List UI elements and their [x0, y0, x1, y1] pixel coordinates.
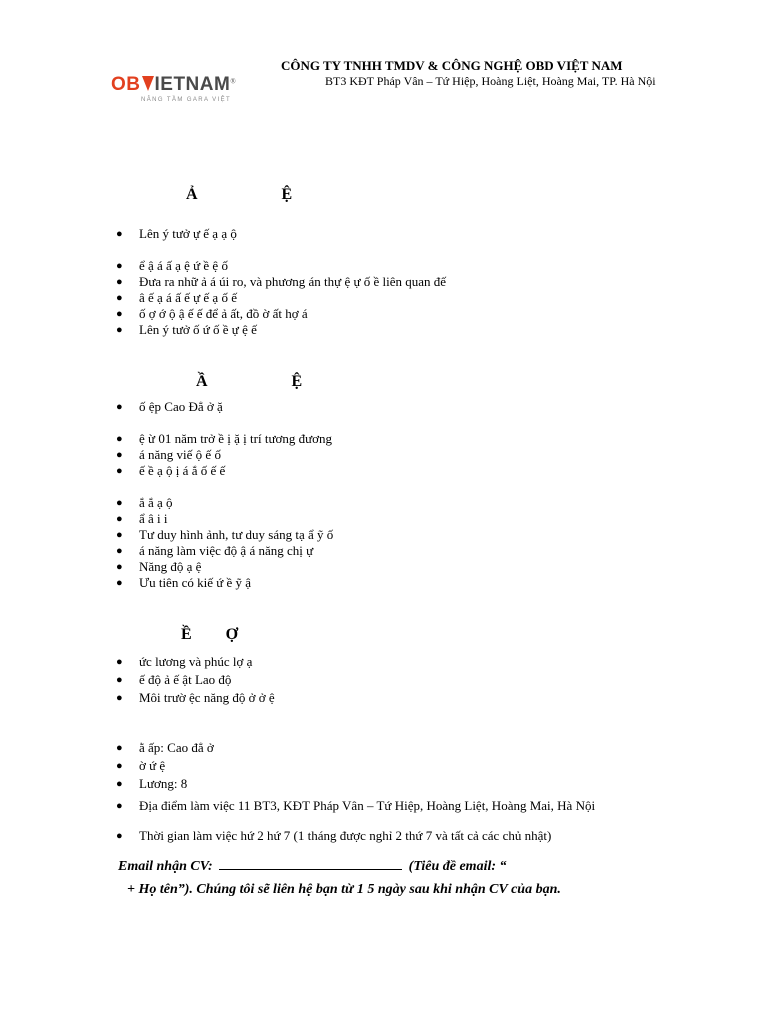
list-item: ● ố ợ ớ ộ ậ ế ế để ả ất, đồ ờ ất hợ á [116, 306, 308, 321]
email-instruction-line1 [118, 857, 507, 875]
bullet-icon: ● [116, 228, 123, 240]
bullet-icon: ● [116, 324, 123, 336]
list-item: ● ể ậ á ấ ạ ệ ứ ề ệ ố [116, 258, 228, 273]
logo-v-mark [142, 76, 154, 91]
bullet-icon: ● [116, 674, 123, 686]
logo-tagline: NÂNG TẦM GARA VIỆT [141, 97, 232, 103]
section-heading-benefits: Ề Ợ [181, 626, 239, 643]
list-item: ● ờ ứ ệ [116, 758, 166, 773]
list-item: ● ố ệp Cao Đẳ ở ặ [116, 399, 223, 414]
email-subject-note: (Tiêu đề email: “ [408, 859, 507, 874]
list-item: ● Tư duy hình ảnh, tư duy sáng tạ ẩ ỹ ố [116, 527, 334, 542]
section-heading-requirements: Ầ Ệ [196, 373, 303, 390]
bullet-icon: ● [116, 433, 123, 445]
list-item: ● Ưu tiên có kiế ứ ề ỹ ậ [116, 575, 252, 590]
bullet-icon: ● [116, 692, 123, 704]
list-item: ● ế ề ạ ộ ị á ắ ố ế ế [116, 463, 226, 478]
bullet-icon: ● [116, 656, 123, 668]
list-job-info [116, 740, 716, 844]
bullet-icon: ● [116, 276, 123, 288]
bullet-icon: ● [116, 778, 123, 790]
bullet-icon: ● [116, 497, 123, 509]
list-item: ● Lương: 8 [116, 776, 188, 791]
list-item: ● ằ ấp: Cao đẳ ở [116, 740, 214, 755]
bullet-icon: ● [116, 513, 123, 525]
email-label: Email nhận CV: [118, 859, 213, 874]
bullet-icon: ● [116, 529, 123, 541]
logo-text-gray: IETNAM [154, 74, 231, 95]
list-item: ● Môi trườ ệc năng độ ở ở ệ [116, 690, 275, 705]
logo-text-red: OB [111, 74, 141, 95]
bullet-icon: ● [116, 800, 123, 812]
list-item: ● Lên ý tưở ự ế ạ ạ ộ [116, 226, 237, 241]
company-address: BT3 KĐT Pháp Vân – Tứ Hiệp, Hoàng Liệt, Hoàng Mai, TP. Hà Nội [325, 74, 656, 88]
bullet-icon: ● [116, 308, 123, 320]
list-item: ● â ế ạ á ấ ế ự ế ạ ố ế [116, 290, 237, 305]
logo-registered-mark: ® [230, 77, 236, 86]
list-item: ● ẩ â i i [116, 511, 168, 526]
bullet-icon: ● [116, 577, 123, 589]
list-benefits [116, 654, 716, 706]
list-description [116, 226, 716, 338]
list-item: ● Lên ý tưở ố ứ ố ề ự ệ ế [116, 322, 257, 337]
list-requirements [116, 399, 716, 591]
list-item: ● Năng độ ạ ệ [116, 559, 202, 574]
section-heading-description: Ả Ệ [186, 186, 293, 203]
bullet-icon: ● [116, 260, 123, 272]
list-item: ● Địa điểm làm việc 11 BT3, KĐT Pháp Vân – Tứ Hiệp, Hoàng Liệt, Hoàng Mai, Hà Nội [116, 798, 596, 813]
list-item: ● ức lương và phúc lợ ạ [116, 654, 253, 669]
bullet-icon: ● [116, 760, 123, 772]
company-logo [111, 74, 236, 103]
bullet-icon: ● [116, 830, 123, 842]
list-item: ● á năng viế ộ ế ố [116, 447, 221, 462]
email-instruction-line2: + Họ tên”). Chúng tôi sẽ liên hệ bạn từ 1 5 ngày sau khi nhận CV của bạn. [127, 882, 561, 897]
bullet-icon: ● [116, 292, 123, 304]
bullet-icon: ● [116, 545, 123, 557]
list-item: ● á năng làm việc độ ậ á năng chị ự [116, 543, 314, 558]
list-item: ● Thời gian làm việc hứ 2 hứ 7 (1 tháng được nghỉ 2 thứ 7 và tất cả các chủ nhật) [116, 828, 552, 843]
company-name: CÔNG TY TNHH TMDV & CÔNG NGHỆ OBD VIỆT NAM [281, 58, 623, 73]
bullet-icon: ● [116, 449, 123, 461]
bullet-icon: ● [116, 742, 123, 754]
list-item: ● Đưa ra nhữ ả á úi ro, và phương án thự ệ ự ố ề liên quan đế [116, 274, 447, 289]
email-blank [219, 857, 402, 870]
list-item: ● ế độ ả ế ật Lao độ [116, 672, 232, 687]
bullet-icon: ● [116, 561, 123, 573]
list-item: ● ắ ắ ạ ộ [116, 495, 173, 510]
list-item: ● ệ ừ 01 năm trở ề ị ặ ị trí tương đương [116, 431, 333, 446]
bullet-icon: ● [116, 401, 123, 413]
bullet-icon: ● [116, 465, 123, 477]
